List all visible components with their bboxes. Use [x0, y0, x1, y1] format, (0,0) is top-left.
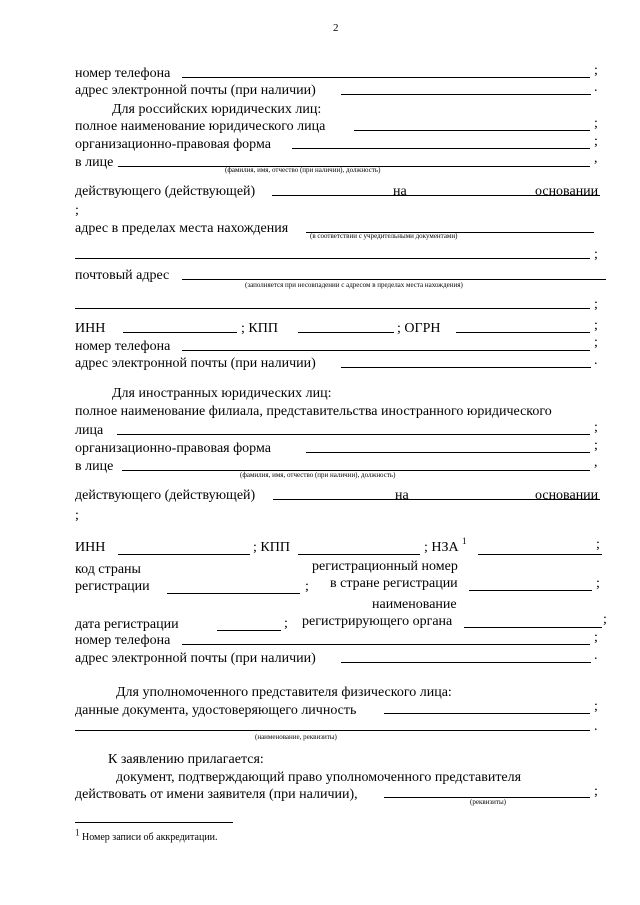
fill-line[interactable]: [122, 470, 590, 471]
fill-line[interactable]: [182, 77, 590, 78]
fill-line[interactable]: [306, 232, 594, 233]
form-label: почтовый адрес: [75, 268, 170, 283]
fill-line[interactable]: [182, 350, 590, 351]
punctuation: ;: [284, 616, 288, 631]
form-label: лица: [75, 423, 104, 438]
field-hint: (заполняется при несовпадении с адресом в пределах места нахождения): [245, 281, 463, 289]
form-label: ИНН: [75, 540, 106, 555]
fill-line[interactable]: [384, 713, 590, 714]
fill-line[interactable]: [75, 730, 590, 731]
form-label: ; ОГРН: [397, 321, 441, 336]
punctuation: ;: [305, 579, 309, 594]
form-label: К заявлению прилагается:: [108, 752, 264, 767]
form-label: ; НЗА: [424, 540, 459, 555]
form-label: данные документа, удостоверяющего личность: [75, 703, 357, 718]
punctuation: ;: [596, 537, 600, 552]
punctuation: ;: [594, 116, 598, 131]
punctuation: ,: [594, 151, 598, 166]
form-label: ; КПП: [241, 321, 278, 336]
punctuation: ;: [594, 247, 598, 262]
punctuation: ;: [594, 134, 598, 149]
form-label: в стране регистрации: [330, 576, 458, 591]
field-hint: (фамилия, имя, отчество (при наличии), должность): [240, 471, 396, 479]
form-label: Для российских юридических лиц:: [112, 102, 322, 117]
fill-line[interactable]: [272, 195, 600, 196]
form-label: основании: [535, 184, 599, 199]
form-label: документ, подтверждающий право уполномоченного представителя: [116, 770, 522, 785]
form-label: номер телефона: [75, 339, 171, 354]
punctuation: ;: [603, 612, 607, 627]
fill-line[interactable]: [292, 148, 590, 149]
fill-line[interactable]: [341, 662, 591, 663]
form-label: регистрирующего органа: [302, 614, 453, 629]
form-label: номер телефона: [75, 633, 171, 648]
form-label: адрес электронной почты (при наличии): [75, 83, 316, 98]
form-label: в лице: [75, 155, 114, 170]
punctuation: .: [594, 353, 598, 368]
punctuation: ;: [594, 630, 598, 645]
fill-line[interactable]: [118, 554, 250, 555]
fill-line[interactable]: [464, 627, 602, 628]
fill-line[interactable]: [298, 554, 420, 555]
fill-line[interactable]: [456, 332, 590, 333]
document-page: 2 номер телефона адрес электронной почты (при наличии) Для российских юридических лиц: полное наименование юридического лица организационно-правовая форма в лице действующего (действующей) на основании адрес в пределах места нахождения почтовый адрес ИНН ; КПП ; ОГРН номер телефона адрес электронной почты (при наличии) Для иностранных юридических лиц: полное наименование филиала, представительства иностранного юридического лица организационно-правовая форма в лице действующего (действующей) на основании ИНН ; КПП ; НЗА код страны регистрационный номер регистрации в стране регистрации наименование дата регистрации регистрирующего органа номер телефона адрес электронной почты (при наличии) Для уполномоченного представителя физического лица: данные документа, удостоверяющего личность К заявлению прилагается: документ, подтверждающий право уполномоченного представителя действовать от имени заявителя (при наличии), ; . ; ; , ; ; ; ; ; . ; ; , ; ; ; ; ; ; ; . ; . ; (фамилия, имя, отчество (при наличии), должность) (в соответствии с учредительными документами) (заполняется при несовпадении с адресом в пределах места нахождения) (фамилия, имя, отчество (при наличии), должность) (наименование, реквизиты) (реквизиты) 1 $^1$ Номер записи об аккредитации.: [75, 22, 607, 843]
form-label: ИНН: [75, 321, 106, 336]
punctuation: ;: [75, 203, 79, 218]
form-label: номер телефона: [75, 66, 171, 81]
fill-line[interactable]: [273, 499, 600, 500]
punctuation: ;: [594, 63, 598, 78]
form-label: на: [395, 488, 409, 503]
fill-line[interactable]: [118, 166, 590, 167]
fill-line[interactable]: [306, 452, 590, 453]
field-hint: (наименование, реквизиты): [255, 733, 337, 741]
punctuation: ;: [75, 508, 79, 523]
fill-line[interactable]: [354, 130, 590, 131]
punctuation: ;: [594, 438, 598, 453]
punctuation: .: [594, 80, 598, 95]
form-label: полное наименование юридического лица: [75, 119, 326, 134]
field-hint: (фамилия, имя, отчество (при наличии), должность): [225, 166, 381, 174]
punctuation: ;: [594, 420, 598, 435]
form-label: организационно-правовая форма: [75, 441, 271, 456]
fill-line[interactable]: [384, 797, 590, 798]
form-label: действующего (действующей): [75, 488, 256, 503]
form-label: регистрации: [75, 579, 150, 594]
form-label: дата регистрации: [75, 617, 179, 632]
fill-line[interactable]: [182, 644, 590, 645]
fill-line[interactable]: [469, 590, 592, 591]
form-label: действующего (действующей): [75, 184, 256, 199]
punctuation: ;: [594, 699, 598, 714]
fill-line[interactable]: [478, 554, 602, 555]
form-label: наименование: [372, 597, 457, 612]
form-label: действовать от имени заявителя (при наличии),: [75, 787, 358, 802]
punctuation: ;: [594, 297, 598, 312]
fill-line[interactable]: [298, 332, 394, 333]
fill-line[interactable]: [75, 258, 590, 259]
form-label: код страны: [75, 562, 141, 577]
punctuation: ,: [594, 455, 598, 470]
footnote: [75, 827, 218, 844]
punctuation: ;: [594, 784, 598, 799]
fill-line[interactable]: [75, 822, 233, 823]
form-label: полное наименование филиала, представительства иностранного юридического: [75, 404, 552, 419]
form-label: регистрационный номер: [312, 559, 458, 574]
fill-line[interactable]: [341, 367, 591, 368]
fill-line[interactable]: [123, 332, 237, 333]
punctuation: ;: [596, 576, 600, 591]
fill-line[interactable]: [167, 593, 300, 594]
fill-line[interactable]: [75, 308, 590, 309]
form-label: на: [393, 184, 407, 199]
punctuation: .: [594, 719, 598, 734]
form-label: адрес электронной почты (при наличии): [75, 651, 316, 666]
form-label: адрес в пределах места нахождения: [75, 221, 289, 236]
form-label: организационно-правовая форма: [75, 137, 271, 152]
fill-line[interactable]: [182, 279, 606, 280]
form-label: адрес электронной почты (при наличии): [75, 356, 316, 371]
footnote-mark: 1: [75, 827, 80, 838]
fill-line[interactable]: [217, 630, 281, 631]
footnote-text: Номер записи об аккредитации.: [79, 832, 218, 843]
fill-line[interactable]: [341, 94, 591, 95]
form-label: в лице: [75, 459, 114, 474]
form-label: Для иностранных юридических лиц:: [112, 386, 332, 401]
page-number: 2: [333, 22, 339, 34]
punctuation: ;: [594, 335, 598, 350]
form-label: Для уполномоченного представителя физического лица:: [116, 685, 452, 700]
punctuation: ;: [594, 318, 598, 333]
form-label: основании: [535, 488, 599, 503]
field-hint: (реквизиты): [470, 798, 506, 806]
field-hint: (в соответствии с учредительными документами): [310, 232, 458, 240]
form-label: ; КПП: [253, 540, 290, 555]
fill-line[interactable]: [117, 434, 590, 435]
punctuation: .: [594, 648, 598, 663]
